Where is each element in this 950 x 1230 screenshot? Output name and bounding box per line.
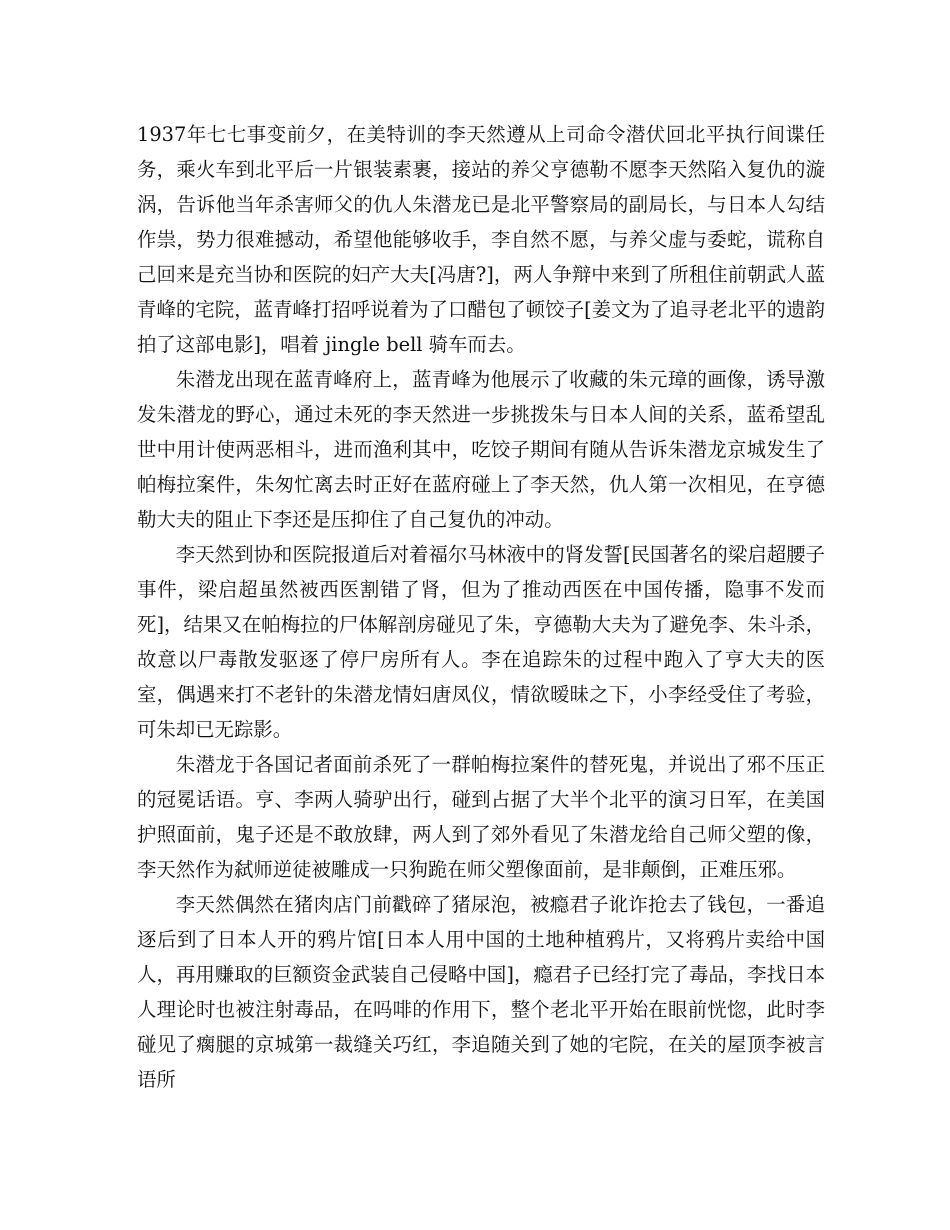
paragraph-5: 李天然偶然在猪肉店门前戳碎了猪尿泡，被瘾君子讹诈抢去了钱包，一番追逐后到了日本人开的鸦片馆[日本人用中国的土地种植鸦片，又将鸦片卖给中国人，再用赚取的巨额资金武装自己侵略中国]，瘾君子已经打完了毒品，李找日本人理论时也被注射毒品，在吗啡的作用下，整个老北平开始在眼前恍惚，此时李碰见了瘸腿的京城第一裁缝关巧红，李追随关到了她的宅院，在关的屋顶李被言语所 [137, 893, 825, 1091]
paragraph-4: 朱潜龙于各国记者面前杀死了一群帕梅拉案件的替死鬼，并说出了邪不压正的冠冕话语。亨、李两人骑驴出行，碰到占据了大半个北平的演习日军，在美国护照面前，鬼子还是不敢放肆，两人到了郊外看见了朱潜龙给自己师父塑的像，李天然作为弑师逆徒被雕成一只狗跪在师父塑像面前，是非颠倒，正难压邪。 [137, 753, 825, 881]
document-page [137, 117, 825, 1097]
paragraph-1: 1937年七七事变前夕，在美特训的李天然遵从上司命令潜伏回北平执行间谍任务，乘火车到北平后一片银装素裹，接站的养父亨德勒不愿李天然陷入复仇的漩涡，告诉他当年杀害师父的仇人朱潜龙已是北平警察局的副局长，与日本人勾结作祟，势力很难撼动，希望他能够收手，李自然不愿，与养父虚与委蛇，谎称自己回来是充当协和医院的妇产大夫[冯唐?]，两人争辩中来到了所租住前朝武人蓝青峰的宅院，蓝青峰打招呼说着为了口醋包了顿饺子[姜文为了追寻老北平的遗韵拍了这部电影]，唱着 jingle bell 骑车而去。 [137, 123, 825, 356]
paragraph-3: 李天然到协和医院报道后对着福尔马林液中的肾发誓[民国著名的梁启超腰子事件，梁启超虽然被西医割错了肾，但为了推动西医在中国传播，隐事不发而死]，结果又在帕梅拉的尸体解剖房碰见了朱，亨德勒大夫为了避免李、朱斗杀，故意以尸毒散发驱逐了停尸房所有人。李在追踪朱的过程中跑入了亨大夫的医室，偶遇来打不老针的朱潜龙情妇唐凤仪，情欲暧昧之下，小李经受住了考验，可朱却已无踪影。 [137, 543, 825, 741]
paragraph-2: 朱潜龙出现在蓝青峰府上，蓝青峰为他展示了收藏的朱元璋的画像，诱导激发朱潜龙的野心，通过未死的李天然进一步挑拨朱与日本人间的关系，蓝希望乱世中用计使两恶相斗，进而渔利其中，吃饺子期间有随从告诉朱潜龙京城发生了帕梅拉案件，朱匆忙离去时正好在蓝府碰上了李天然，仇人第一次相见，在亨德勒大夫的阻止下李还是压抑住了自己复仇的冲动。 [137, 368, 825, 531]
